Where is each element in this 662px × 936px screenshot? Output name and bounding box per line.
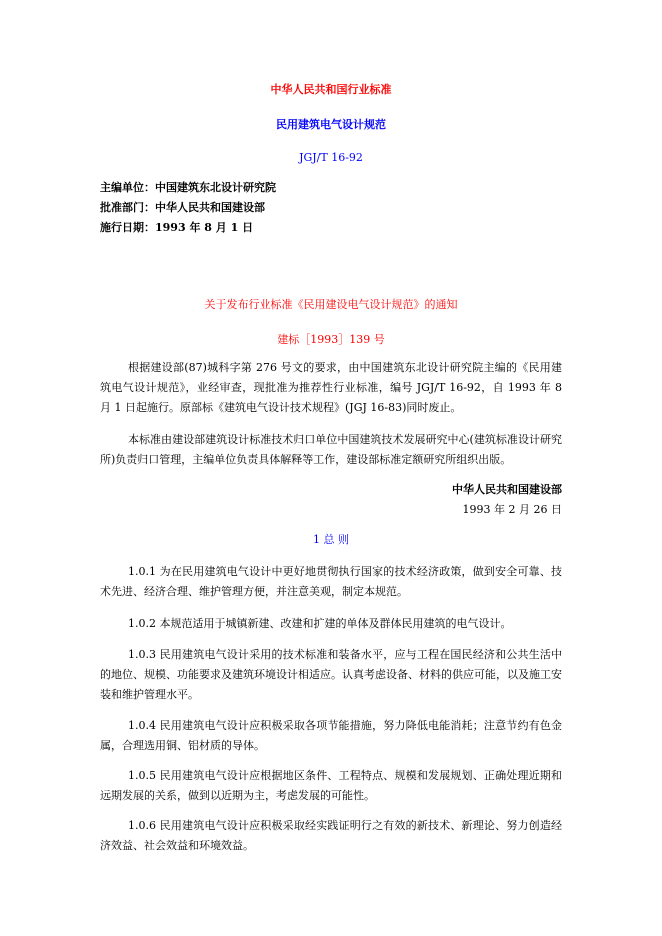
notice-paragraph-2: 本标准由建设部建筑设计标准技术归口单位中国建筑技术发展研究中心(建筑标准设计研究所)负责归口管理，主编单位负责具体解释等工作，建设部标准定额研究所组织出版。 bbox=[100, 433, 562, 466]
clause-1-0-5: 1.0.5 民用建筑电气设计应根据地区条件、工程特点、规模和发展规划、正确处理近期和远期发展的关系，做到以近期为主，考虑发展的可能性。 bbox=[100, 769, 562, 802]
standard-category-title: 中华人民共和国行业标准 bbox=[270, 83, 392, 96]
clause-1-0-2: 1.0.2 本规范适用于城镇新建、改建和扩建的单体及群体民用建筑的电气设计。 bbox=[128, 617, 512, 630]
signature-org: 中华人民共和国建设部 bbox=[452, 483, 562, 496]
chapter-title: 1 总 则 bbox=[313, 533, 349, 546]
clause-1-0-1: 1.0.1 为在民用建筑电气设计中更好地贯彻执行国家的技术经济政策，做到安全可靠、技术先进、经济合理、维护管理方便，并注意美观，制定本规范。 bbox=[100, 565, 562, 598]
clause-1-0-4: 1.0.4 民用建筑电气设计应积极采取各项节能措施，努力降低电能消耗；注意节约有色金属，合理选用铜、铝材质的导体。 bbox=[100, 719, 562, 752]
meta-approver: 批准部门：中华人民共和国建设部 bbox=[100, 201, 265, 214]
signature-date: 1993 年 2 月 26 日 bbox=[462, 503, 562, 516]
clause-1-0-3: 1.0.3 民用建筑电气设计采用的技术标准和装备水平，应与工程在国民经济和公共生活中的地位、规模、功能要求及建筑环境设计相适应。认真考虑设备、材料的供应可能，以及施工安装和维护管理水平。 bbox=[100, 648, 562, 701]
meta-block bbox=[100, 178, 276, 238]
meta-effective-date: 施行日期：1993 年 8 月 1 日 bbox=[100, 221, 254, 234]
standard-name-title: 民用建筑电气设计规范 bbox=[276, 118, 386, 131]
meta-editor: 主编单位：中国建筑东北设计研究院 bbox=[100, 181, 276, 194]
clause-1-0-6: 1.0.6 民用建筑电气设计应积极采取经实践证明行之有效的新技术、新理论、努力创造经济效益、社会效益和环境效益。 bbox=[100, 819, 562, 852]
standard-code: JGJ/T 16-92 bbox=[299, 151, 363, 164]
notice-number: 建标［1993］139 号 bbox=[277, 333, 385, 346]
signature-block bbox=[452, 480, 562, 520]
notice-paragraph-1: 根据建设部(87)城科字第 276 号文的要求，由中国建筑东北设计研究院主编的《民用建筑电气设计规范》，业经审查，现批准为推荐性行业标准，编号 JGJ/T 16-92，自 1993 年 8 月 1 日起施行。原部标《建筑电气设计技术规程》(JGJ 16-83)同时废止。 bbox=[100, 361, 562, 414]
notice-title: 关于发布行业标准《民用建设电气设计规范》的通知 bbox=[204, 298, 458, 311]
